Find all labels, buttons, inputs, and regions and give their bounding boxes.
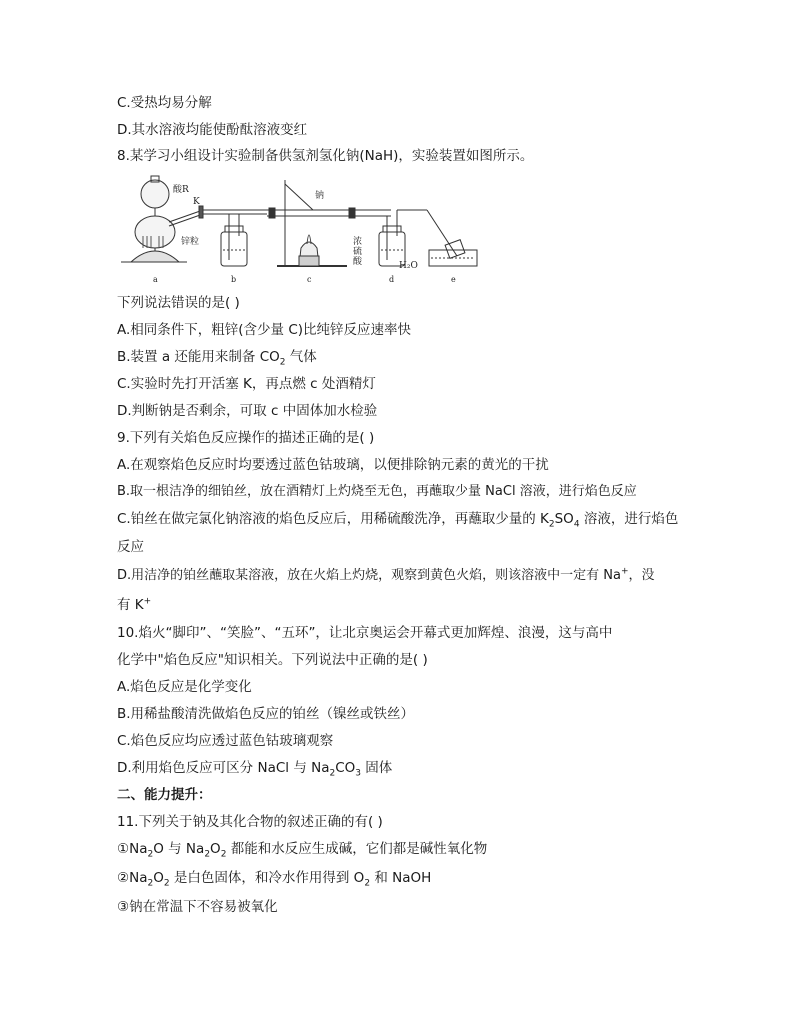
- option-9c-cont: 反应: [117, 539, 144, 555]
- washing-bottle-d: [357, 210, 427, 266]
- option-8c: C.实验时先打开活塞 K，再点燃 c 处酒精灯: [117, 376, 376, 392]
- label-k: K: [193, 197, 200, 207]
- option-8a: A.相同条件下，粗锌(含少量 C)比纯锌反应速率快: [117, 322, 412, 338]
- label-conc1: 浓: [353, 237, 363, 247]
- label-b: b: [231, 275, 237, 284]
- question-9: 9.下列有关焰色反应操作的描述正确的是( ): [117, 430, 375, 446]
- option-10a: A.焰色反应是化学变化: [117, 679, 252, 695]
- label-d: d: [389, 275, 395, 284]
- option-9c: C.铂丝在做完氯化钠溶液的焰色反应后，用稀硫酸洗净，再蘸取少量的 $K_2SO_4$ 溶液，进行焰色: [117, 511, 679, 530]
- washing-bottle-b: [221, 214, 247, 266]
- option-9d: D.用洁净的铂丝蘸取某溶液，放在火焰上灼烧，观察到黄色火焰，则该溶液中一定有 Na+，没: [117, 566, 655, 583]
- statement-2: $②Na_2O_2$ 是白色固体，和冷水作用得到 $O_2$ 和 NaOH: [117, 870, 432, 889]
- option-9a: A.在观察焰色反应时均要透过蓝色钴玻璃，以便排除钠元素的黄光的干扰: [117, 457, 549, 473]
- label-conc2: 硫: [353, 247, 363, 257]
- label-water: H₂O: [399, 261, 418, 271]
- question-10: 10.焰火“脚印”、“笑脸”、“五环”，让北京奥运会开幕式更加辉煌、浪漫，这与高中: [117, 625, 613, 641]
- option-8b: B.装置 a 还能用来制备 $CO_2$ 气体: [117, 349, 317, 368]
- statement-3: ③钠在常温下不容易被氧化: [117, 899, 278, 915]
- option-10d: D.利用焰色反应可区分 NaCl 与 $Na_2CO_3$ 固体: [117, 760, 393, 779]
- option-9d-cont: 有 K+: [117, 596, 152, 613]
- experiment-apparatus-figure: [117, 170, 485, 288]
- option-9b: B.取一根洁净的细铂丝，放在酒精灯上灼烧至无色，再蘸取少量 NaCl 溶液，进行焰色反应: [117, 484, 637, 499]
- option-10c: C.焰色反应均应透过蓝色钴玻璃观察: [117, 733, 334, 749]
- label-zinc: 锌粒: [181, 237, 200, 247]
- water-trough-e: [427, 210, 477, 266]
- label-sodium: 钠: [315, 191, 325, 201]
- option-8d-prev: D.其水溶液均能使酚酞溶液变红: [117, 122, 308, 138]
- label-acid: 酸R: [173, 185, 189, 195]
- question-10-cont: 化学中"焰色反应"知识相关。下列说法中正确的是( ): [117, 652, 428, 668]
- question-8: 8.某学习小组设计实验制备供氢剂氢化钠(NaH)，实验装置如图所示。: [117, 148, 534, 164]
- label-c: c: [307, 275, 312, 284]
- option-8d: D.判断钠是否剩余，可取 c 中固体加水检验: [117, 403, 378, 419]
- statement-1: $①Na_2O$ 与 $Na_2O_2$ 都能和水反应生成碱，它们都是碱性氧化物: [117, 841, 488, 860]
- question-8-stem: 下列说法错误的是( ): [117, 295, 240, 311]
- option-8c-prev: C.受热均易分解: [117, 95, 212, 111]
- section-heading: 二、能力提升：: [117, 787, 212, 803]
- reaction-tube-c: [267, 180, 357, 266]
- question-11: 11.下列关于钠及其化合物的叙述正确的有( ): [117, 814, 383, 830]
- option-10b: B.用稀盐酸清洗做焰色反应的铂丝（镍丝或铁丝）: [117, 706, 415, 722]
- kipp-generator: [121, 176, 203, 262]
- label-e: e: [451, 275, 456, 284]
- label-conc3: 酸: [353, 257, 363, 267]
- label-a: a: [153, 275, 158, 284]
